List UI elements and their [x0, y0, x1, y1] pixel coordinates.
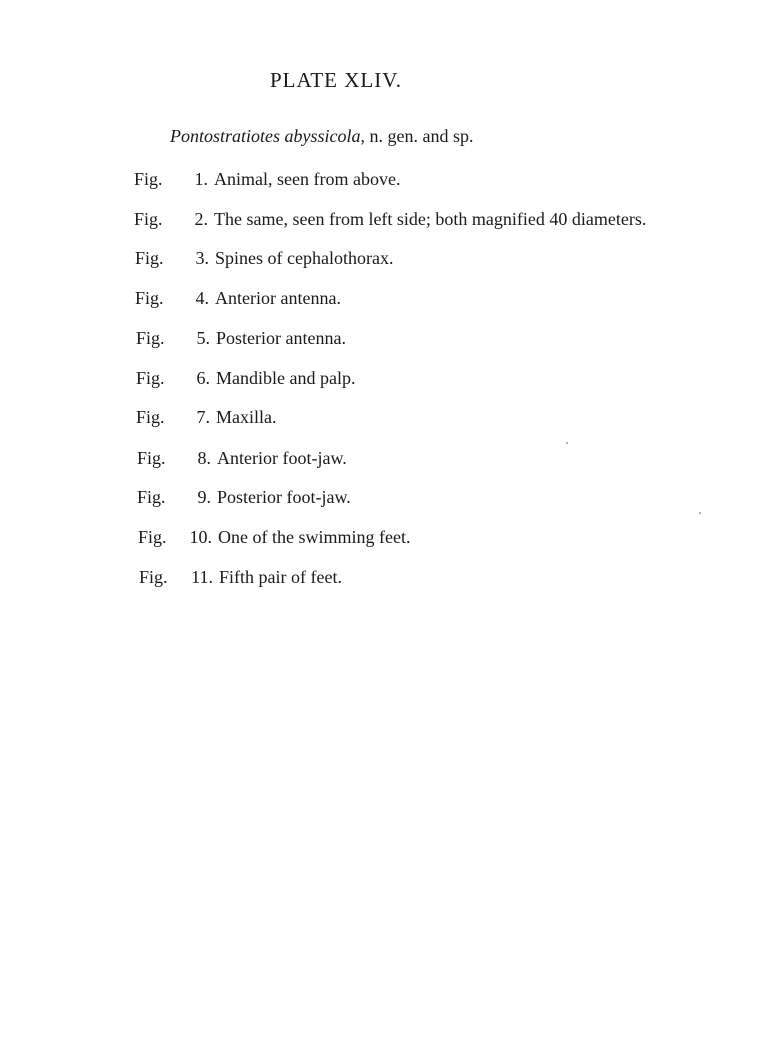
- figure-number: 6.: [196, 368, 210, 388]
- figure-caption-11: [139, 566, 342, 588]
- figure-label: Fig.: [137, 448, 166, 468]
- figure-description: Mandible and palp.: [216, 368, 356, 388]
- figure-label: Fig.: [134, 169, 163, 189]
- figure-label: Fig.: [138, 527, 167, 547]
- figure-description: Fifth pair of feet.: [219, 567, 342, 587]
- figure-description: Spines of cephalothorax.: [215, 248, 394, 268]
- figure-label: Fig.: [136, 407, 165, 427]
- figure-number: 10.: [189, 527, 212, 547]
- figure-number: 4.: [195, 288, 209, 308]
- figure-number: 1.: [194, 169, 208, 189]
- figure-label: Fig.: [135, 248, 164, 268]
- figure-number: 9.: [197, 487, 211, 507]
- print-speck: [699, 512, 701, 514]
- figure-description: Anterior antenna.: [215, 288, 341, 308]
- figure-caption-1: [134, 168, 400, 190]
- figure-description: Posterior foot-jaw.: [217, 487, 351, 507]
- genus-species-name: Pontostratiotes abyssicola,: [170, 126, 365, 146]
- figure-number: 2.: [194, 209, 208, 229]
- figure-number: 11.: [191, 567, 213, 587]
- figure-label: Fig.: [136, 368, 165, 388]
- figure-label: Fig.: [135, 288, 164, 308]
- figure-description: The same, seen from left side; both magnified 40 diameters.: [214, 209, 647, 229]
- figure-label: Fig.: [136, 328, 165, 348]
- figure-caption-8: [137, 447, 347, 469]
- figure-number: 7.: [196, 407, 210, 427]
- figure-label: Fig.: [134, 209, 163, 229]
- plate-title: PLATE XLIV.: [270, 68, 402, 92]
- figure-caption-4: [135, 287, 341, 309]
- subtitle-note: n. gen. and sp.: [369, 126, 474, 146]
- figure-caption-10: [138, 526, 410, 548]
- figure-caption-7: [136, 406, 277, 428]
- figure-caption-3: [135, 247, 393, 269]
- figure-label: Fig.: [139, 567, 168, 587]
- figure-description: Animal, seen from above.: [214, 169, 401, 189]
- figure-description: Anterior foot-jaw.: [217, 448, 347, 468]
- figure-label: Fig.: [137, 487, 166, 507]
- figure-caption-2: [134, 208, 646, 230]
- figure-number: 3.: [195, 248, 209, 268]
- figure-description: Maxilla.: [216, 407, 277, 427]
- figure-number: 5.: [196, 328, 210, 348]
- figure-caption-6: [136, 367, 355, 389]
- figure-description: Posterior antenna.: [216, 328, 346, 348]
- figure-description: One of the swimming feet.: [218, 527, 411, 547]
- figure-caption-5: [136, 327, 346, 349]
- figure-number: 8.: [197, 448, 211, 468]
- figure-caption-9: [137, 486, 351, 508]
- species-subtitle: [170, 126, 473, 147]
- print-speck: [566, 442, 568, 444]
